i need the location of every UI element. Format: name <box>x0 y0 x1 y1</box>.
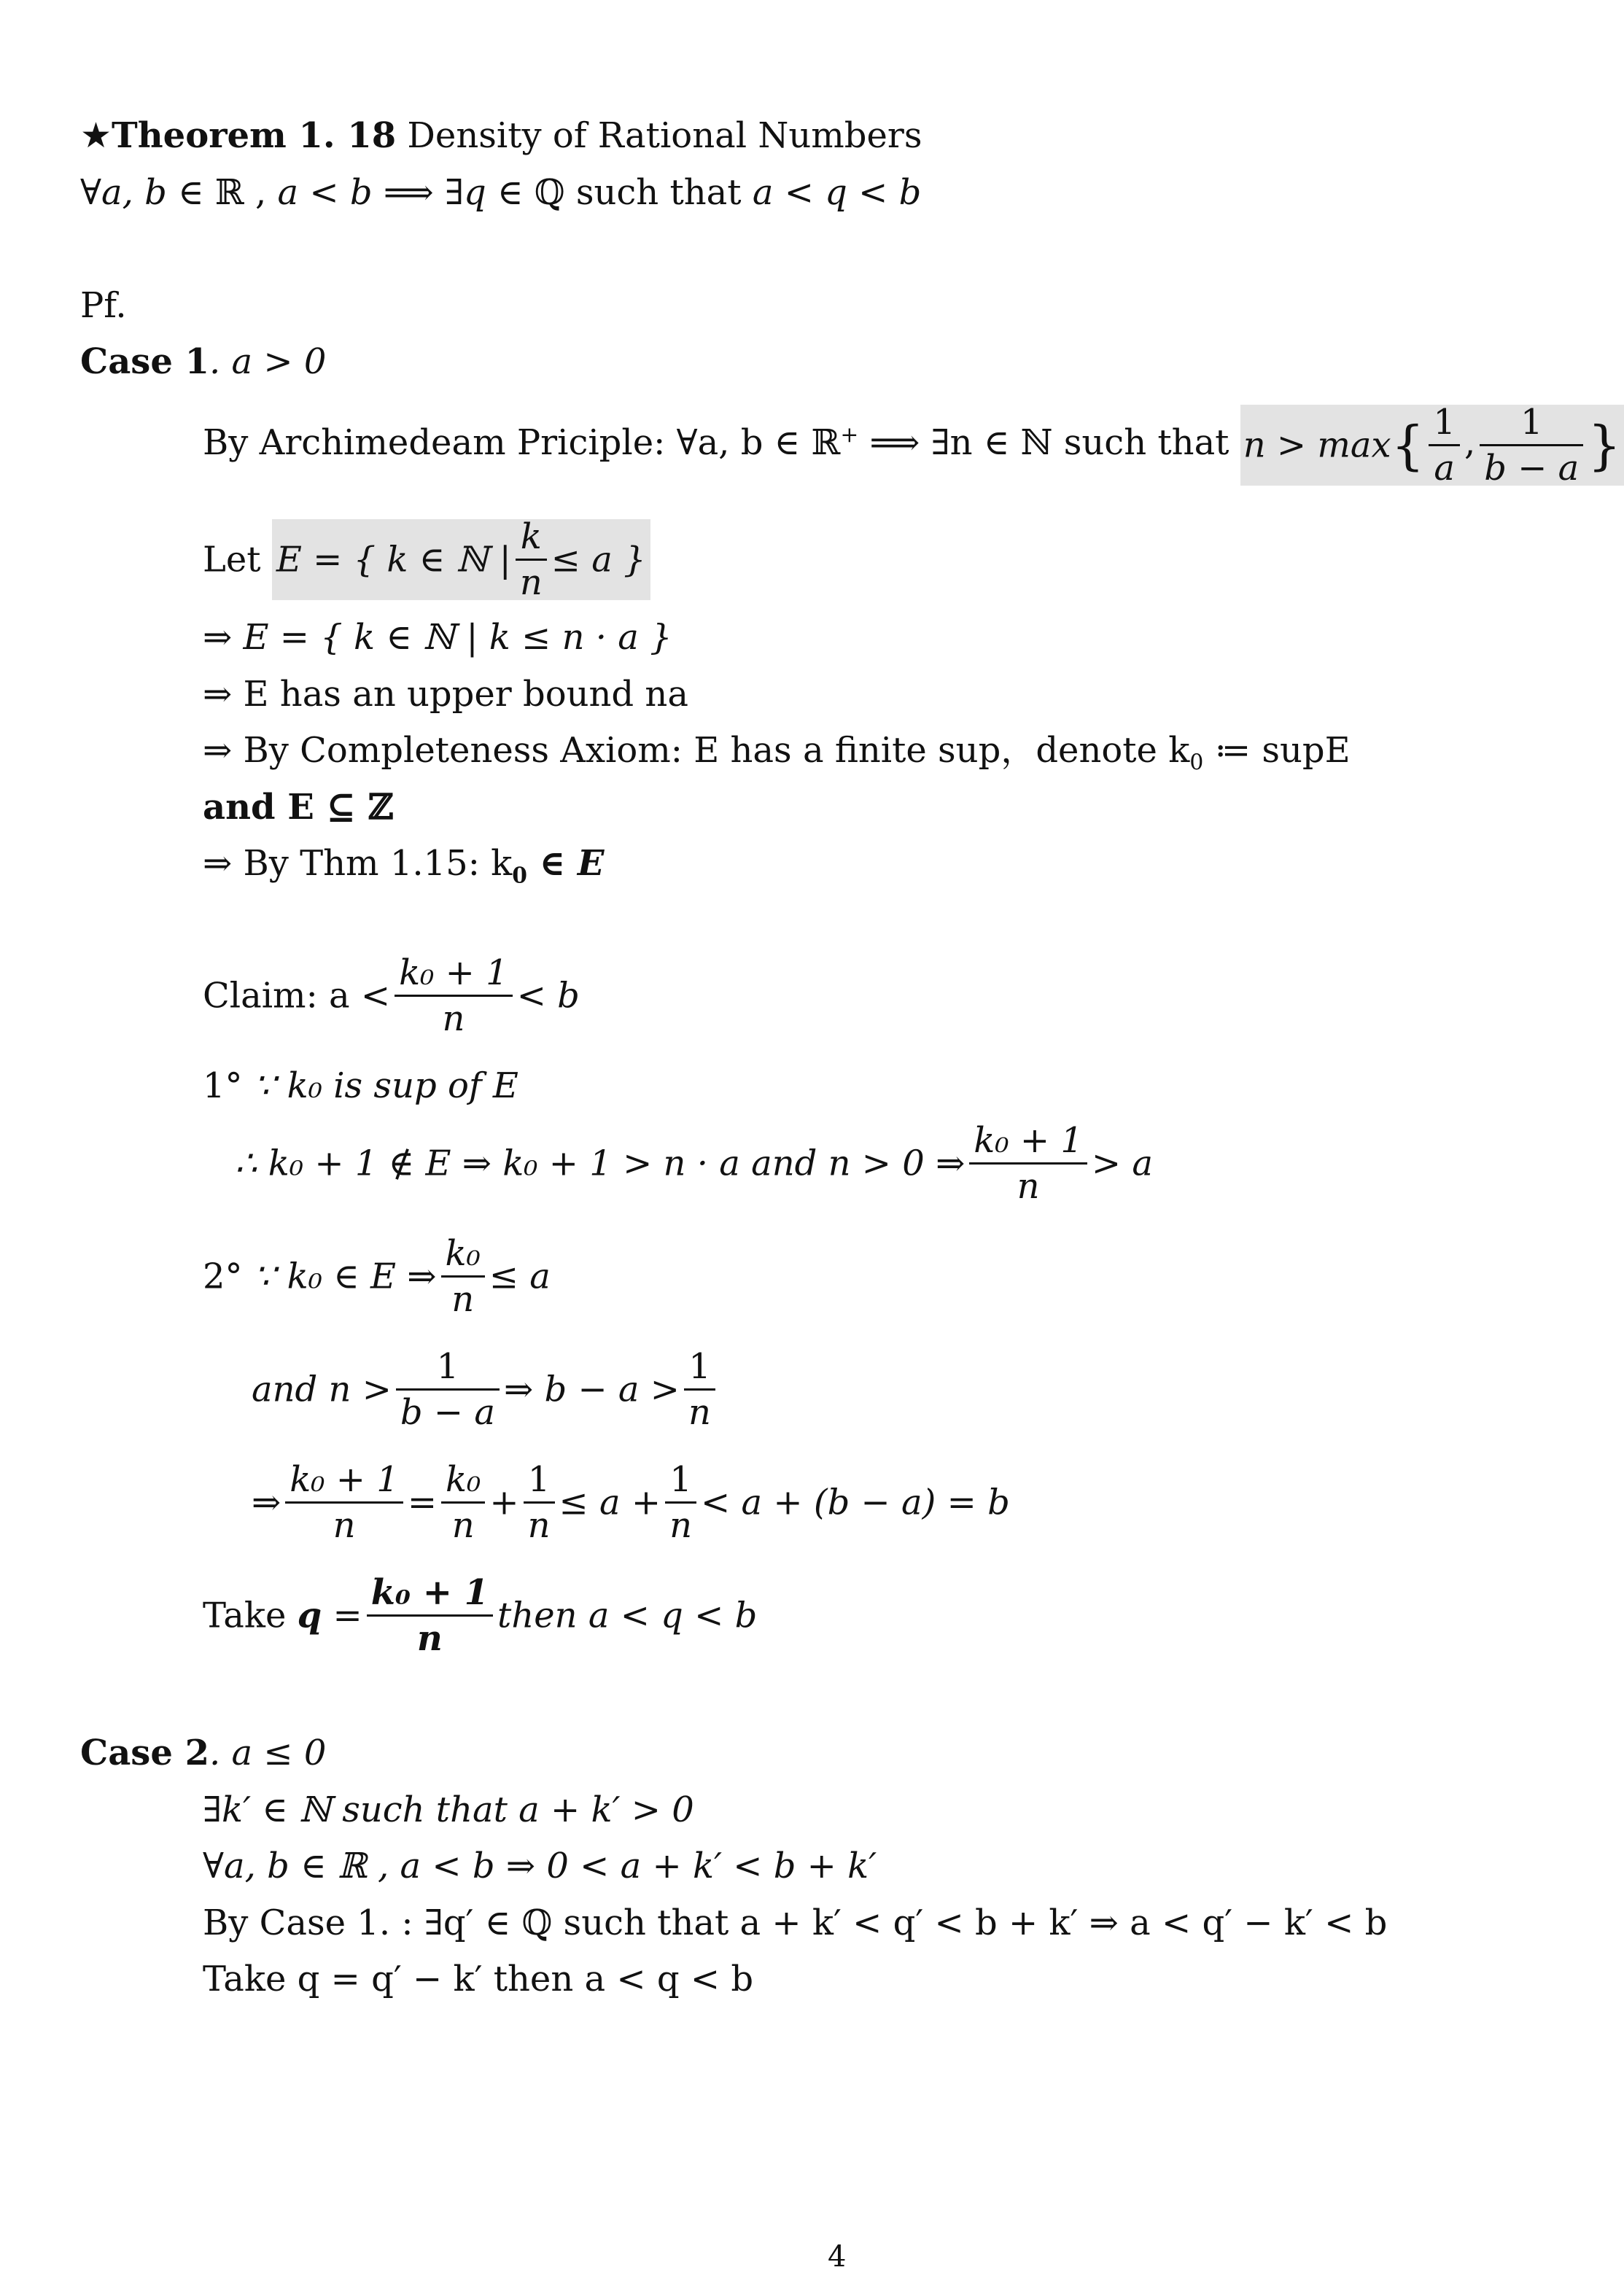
theorem-label: Theorem 1. 18 <box>112 115 397 156</box>
case2-line-3: By Case 1. : ∃q′ ∈ ℚ such that a + k′ < q′ < b + k′ ⇒ a < q′ − k′ < b <box>203 1902 1388 1943</box>
set-E-definition: E = { k ∈ ℕ | $\frac{k}{n}$ ≤ a } <box>272 519 650 600</box>
part-2-inequality: and n > $\frac{1}{b - a}$ ⇒ b − a > $\frac{1}{n}$ <box>252 1349 720 1430</box>
take-q-line: Take q = $\frac{\text{k₀ + 1}}{n}$ then a < q < b <box>203 1572 758 1659</box>
case1-heading: Case 1. a > 0 <box>80 341 327 382</box>
page-number: 4 <box>828 2240 847 2274</box>
theorem-statement: ∀a, b ∈ ℝ , a < b ⟹ ∃q ∈ ℚ such that a < q < b <box>80 172 922 213</box>
archimedean-line: By Archimedeam Priciple: ∀a, b ∈ ℝ+ ⟹ ∃n ∈ ℕ such that n > max{ $\frac{1}{a}$ , $\frac{1}{b - a}$ } <box>203 405 1624 486</box>
case2-line-2: ∀a, b ∈ ℝ , a < b ⇒ 0 < a + k′ < b + k′ <box>203 1846 877 1886</box>
case2-heading: Case 2. a ≤ 0 <box>80 1733 327 1773</box>
theorem-heading <box>80 115 922 156</box>
step-1: ⇒ E = { k ∈ ℕ | k ≤ n · a } <box>203 617 672 658</box>
step-3: ⇒ By Completeness Axiom: E has a finite sup，denote $k_0$ ≔ supE <box>203 730 1351 776</box>
let-E-line: Let E = { k ∈ ℕ | $\frac{k}{n}$ ≤ a } <box>203 519 650 600</box>
claim-line: Claim: a < $\frac{\text{k₀ + 1}}{n}$ < b <box>203 952 580 1039</box>
proof-label: Pf. <box>80 285 127 326</box>
part-1-conclusion: ∴ k₀ + 1 ∉ E ⇒ k₀ + 1 > n · a and n > 0 ⇒ $\frac{\text{k₀ + 1}}{n}$ > a <box>235 1120 1153 1207</box>
part-1-line: 1° ∵ k₀ is sup of E <box>203 1065 518 1106</box>
part-2-line: 2° ∵ k₀ ∈ E ⇒ $\frac{\text{k₀}}{n}$ ≤ a <box>203 1233 551 1320</box>
step-2: ⇒ E has an upper bound na <box>203 674 688 715</box>
step-5: ⇒ By Thm 1.15: $k_0$ ∈ E <box>203 843 605 889</box>
case2-line-4: Take q = q′ − k′ then a < q < b <box>203 1959 754 1999</box>
step-4: and E ⊆ ℤ <box>203 787 394 828</box>
case2-line-1: ∃k′ ∈ ℕ such that a + k′ > 0 <box>203 1789 694 1830</box>
theorem-title: Density of Rational Numbers <box>407 115 922 156</box>
part-2-chain: ⇒ $\frac{\text{k₀ + 1}}{n}$ = $\frac{\text{k₀}}{n}$ + $\frac{1}{n}$ ≤ a + $\frac{1}{n}$ < a + (b − a) = b <box>252 1459 1010 1546</box>
star-icon: ★ <box>80 115 112 156</box>
max-expression: n > max{ $\frac{1}{a}$ , $\frac{1}{b - a}$ } <box>1240 405 1624 486</box>
